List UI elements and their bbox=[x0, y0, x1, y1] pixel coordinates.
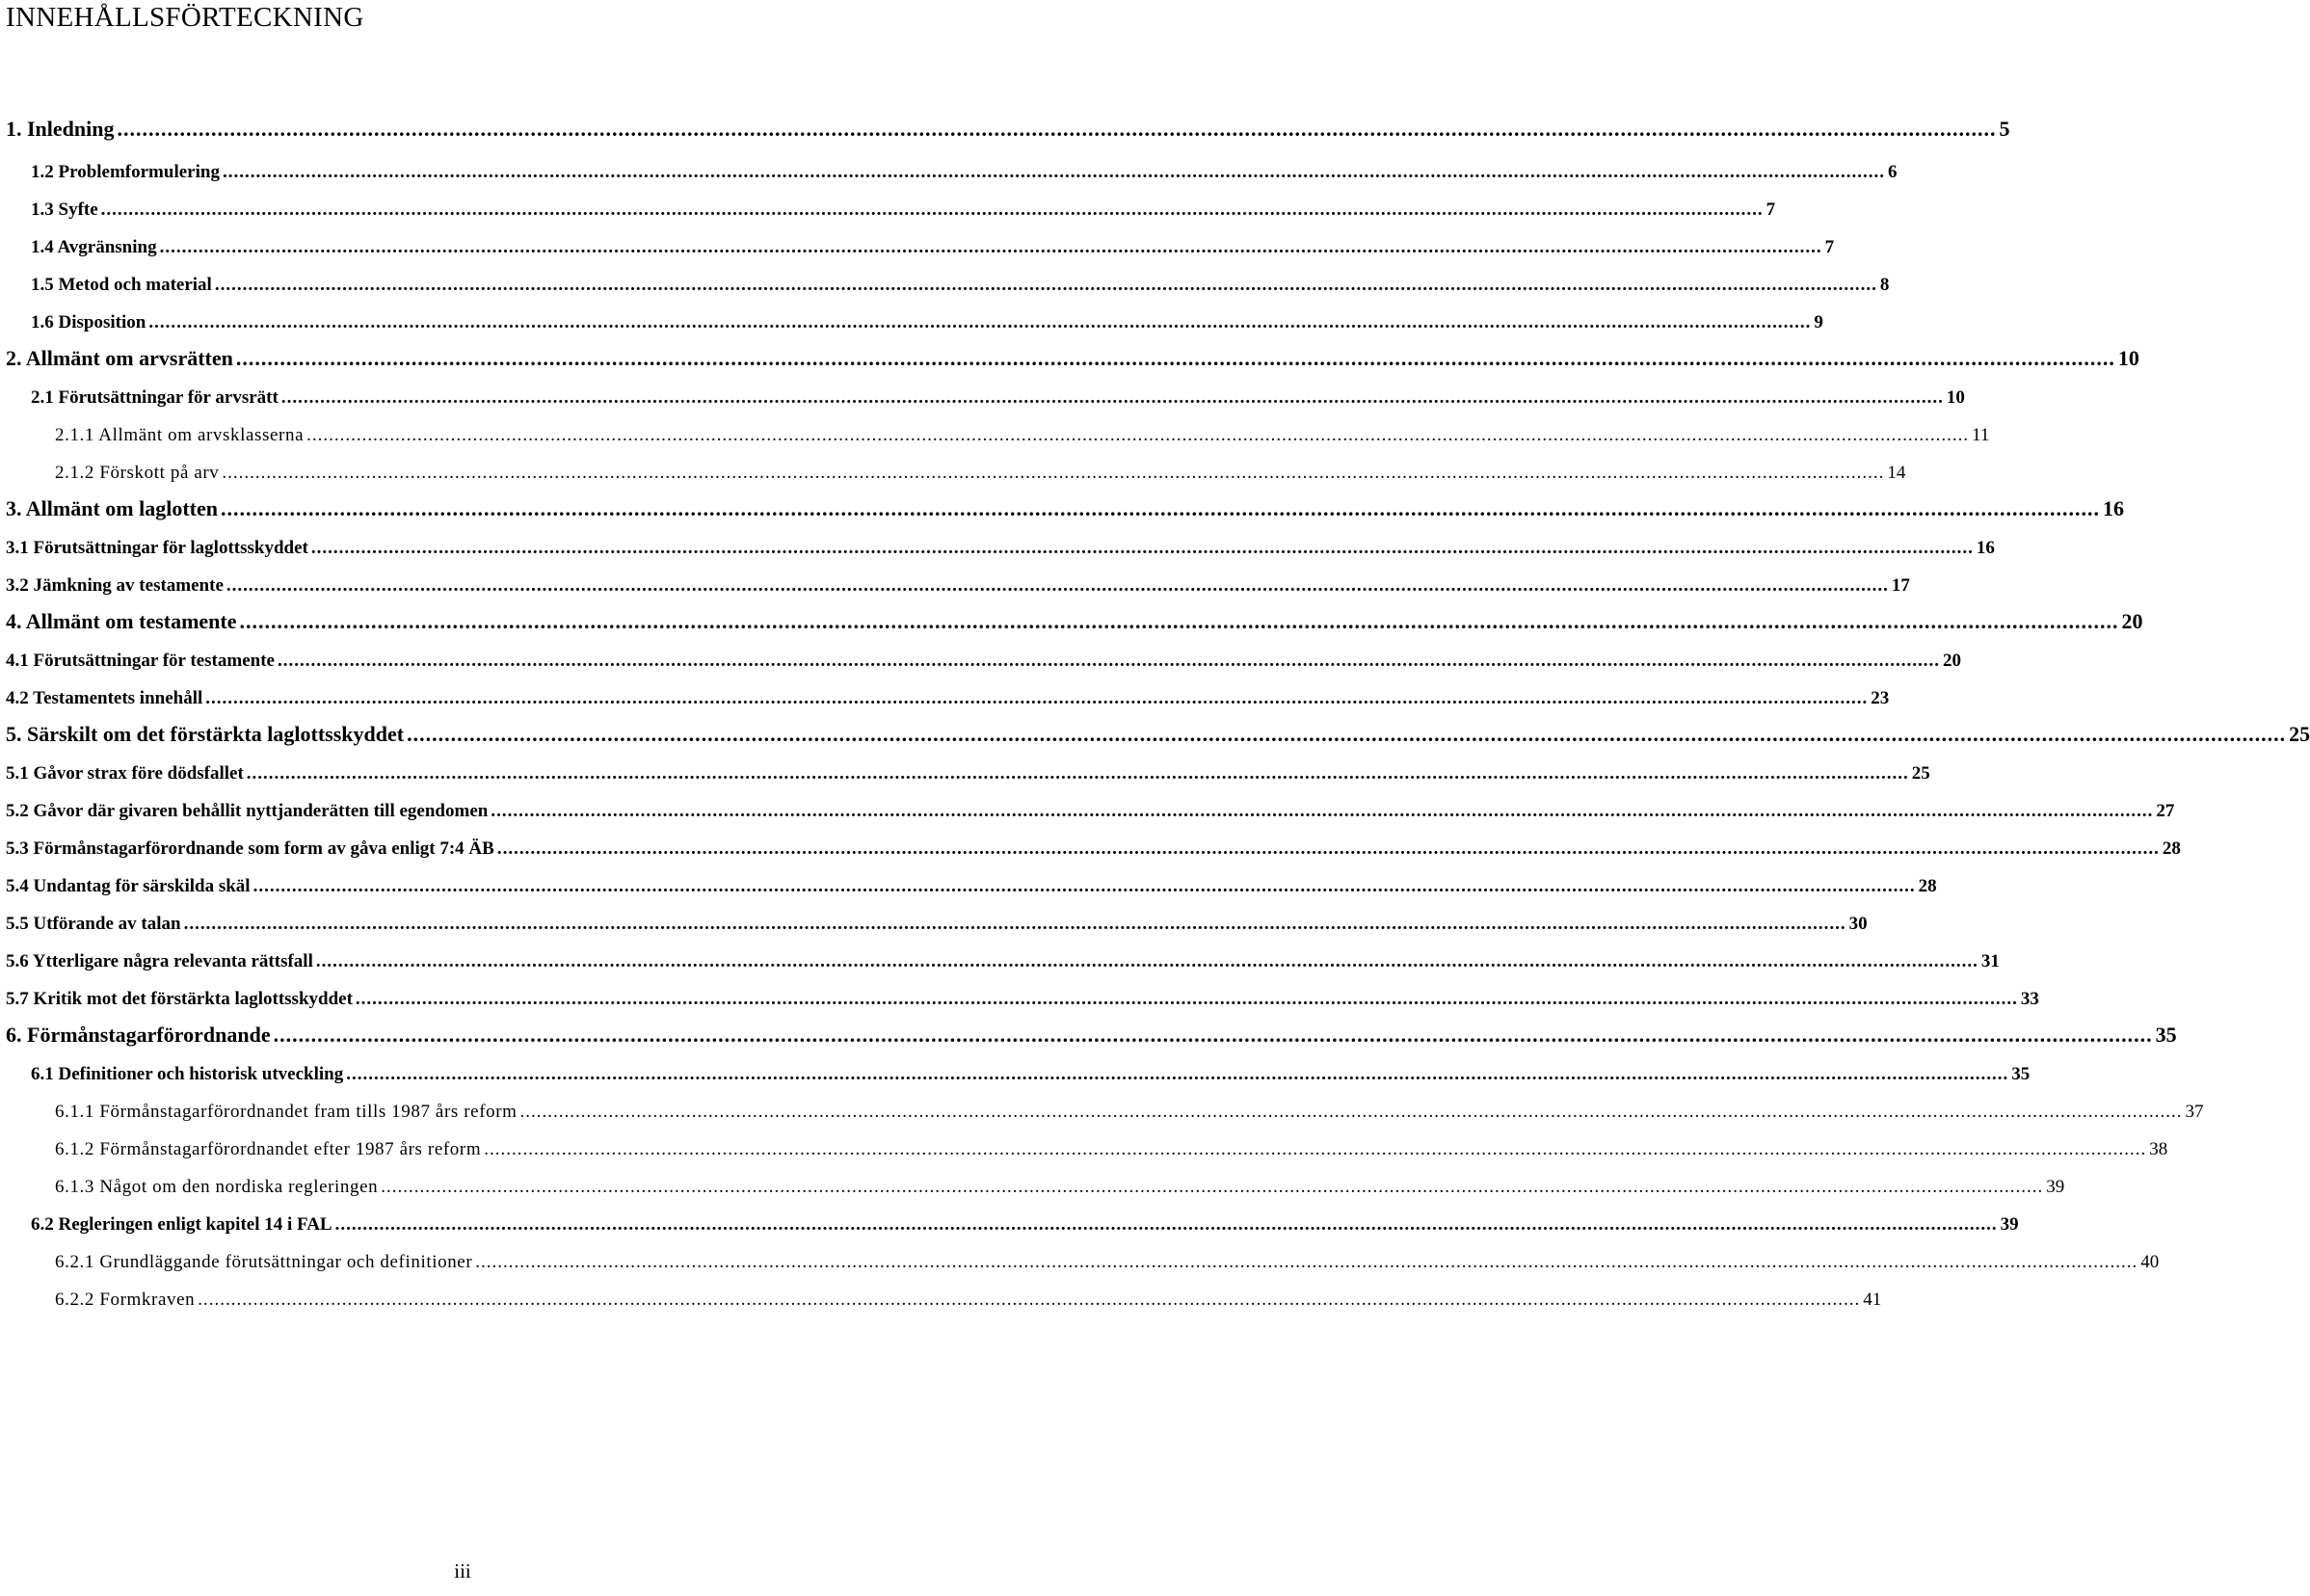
toc-entry-title: 5.1 Gåvor strax före dödsfallet bbox=[6, 763, 244, 784]
dot-leader: ............................................................................................................................................................................................................................................................................................................ bbox=[381, 1177, 2044, 1197]
toc-entry-page: 39 bbox=[2000, 1214, 2019, 1235]
toc-entry-title: 5.3 Förmånstagarförordnande som form av gåva enligt 7:4 ÄB bbox=[6, 838, 494, 859]
toc-entry[interactable] bbox=[6, 568, 1910, 597]
toc-entry-page: 41 bbox=[1863, 1290, 1882, 1310]
toc-entry[interactable] bbox=[55, 1244, 2160, 1273]
dot-leader: ............................................................................................................................................................................................................................................................................................................ bbox=[310, 538, 1974, 558]
dot-leader: ............................................................................................................................................................................................................................................................................................................ bbox=[491, 801, 2154, 821]
toc-entry-page: 33 bbox=[2020, 989, 2039, 1009]
toc-entry[interactable] bbox=[31, 1207, 2019, 1236]
toc-entry-page: 39 bbox=[2046, 1177, 2065, 1197]
dot-leader: ............................................................................................................................................................................................................................................................................................................ bbox=[239, 609, 2119, 633]
toc-entry-title: 2. Allmänt om arvsrätten bbox=[6, 346, 233, 370]
toc-entry-page: 31 bbox=[1980, 951, 2000, 971]
toc-entry-title: 6.2.1 Grundläggande förutsättningar och definitioner bbox=[55, 1252, 473, 1272]
toc-entry-title: 6.1.3 Något om den nordiska regleringen bbox=[55, 1177, 379, 1197]
toc-entry-title: 6.1 Definitioner och historisk utveckling bbox=[31, 1064, 344, 1084]
toc-entry-page: 37 bbox=[2185, 1102, 2204, 1122]
toc-entry-title: 5. Särskilt om det förstärkta laglottsskyddet bbox=[6, 722, 405, 746]
dot-leader: ............................................................................................................................................................................................................................................................................................................ bbox=[346, 1064, 2009, 1084]
toc-entry-page: 23 bbox=[1871, 688, 1890, 708]
toc-entry-title: 1.5 Metod och material bbox=[31, 275, 212, 295]
toc-entry[interactable] bbox=[6, 756, 1930, 785]
toc-entry-page: 16 bbox=[1976, 538, 1995, 558]
dot-leader: ............................................................................................................................................................................................................................................................................................................ bbox=[148, 312, 1812, 332]
dot-leader: ............................................................................................................................................................................................................................................................................................................ bbox=[484, 1139, 2147, 1159]
toc-entry-page: 40 bbox=[2140, 1252, 2160, 1272]
toc-entry-title: 1.6 Disposition bbox=[31, 312, 146, 332]
toc-entry-page: 28 bbox=[1918, 876, 1937, 896]
toc-entry-page: 8 bbox=[1879, 275, 1890, 295]
toc-entry-page: 9 bbox=[1814, 312, 1823, 332]
dot-leader: ............................................................................................................................................................................................................................................................................................................ bbox=[221, 496, 2100, 520]
dot-leader: ............................................................................................................................................................................................................................................................................................................ bbox=[407, 722, 2287, 746]
toc-entry[interactable] bbox=[6, 831, 2181, 860]
dot-leader: ............................................................................................................................................................................................................................................................................................................ bbox=[273, 1023, 2153, 1047]
toc-entry-title: 5.4 Undantag för särskilda skäl bbox=[6, 876, 251, 896]
toc-entry[interactable] bbox=[31, 192, 1776, 221]
toc-entry[interactable] bbox=[6, 793, 2175, 822]
toc-entry[interactable] bbox=[55, 1094, 2204, 1123]
dot-leader: ............................................................................................................................................................................................................................................................................................................ bbox=[355, 989, 2018, 1009]
toc-entry-page: 30 bbox=[1848, 914, 1868, 934]
toc-entry[interactable] bbox=[6, 113, 2010, 142]
toc-entry-title: 5.7 Kritik mot det förstärkta laglottsskyddet bbox=[6, 989, 353, 1009]
toc-entry[interactable] bbox=[55, 455, 1906, 484]
toc-entry-title: 4.2 Testamentets innehåll bbox=[6, 688, 203, 708]
toc-entry-page: 10 bbox=[1946, 387, 1965, 408]
toc-entry-title: 3. Allmänt om laglotten bbox=[6, 496, 218, 520]
toc-entry[interactable] bbox=[6, 944, 2000, 972]
document-title: INNEHÅLLSFÖRTECKNING bbox=[6, 2, 364, 33]
toc-entry[interactable] bbox=[6, 530, 1995, 559]
toc-entry[interactable] bbox=[6, 605, 2143, 634]
dot-leader: ............................................................................................................................................................................................................................................................................................................ bbox=[277, 651, 1940, 671]
toc-entry-page: 5 bbox=[1999, 117, 2010, 141]
dot-leader: ............................................................................................................................................................................................................................................................................................................ bbox=[306, 425, 1970, 445]
toc-entry[interactable] bbox=[6, 342, 2139, 371]
dot-leader: ............................................................................................................................................................................................................................................................................................................ bbox=[183, 914, 1846, 934]
toc-entry[interactable] bbox=[31, 380, 1965, 409]
toc-entry[interactable] bbox=[31, 267, 1890, 296]
page-number: iii bbox=[454, 1559, 471, 1583]
toc-entry-page: 6 bbox=[1887, 162, 1898, 182]
dot-leader: ............................................................................................................................................................................................................................................................................................................ bbox=[519, 1102, 2183, 1122]
toc-entry[interactable] bbox=[31, 229, 1835, 258]
toc-entry-page: 35 bbox=[2011, 1064, 2031, 1084]
toc-entry-title: 5.5 Utförande av talan bbox=[6, 914, 181, 934]
toc-entry-title: 2.1.2 Förskott på arv bbox=[55, 463, 220, 483]
toc-entry-page: 11 bbox=[1972, 425, 1990, 445]
toc-entry-title: 1.2 Problemformulering bbox=[31, 162, 220, 182]
toc-entry-page: 20 bbox=[1942, 651, 1961, 671]
dot-leader: ............................................................................................................................................................................................................................................................................................................ bbox=[252, 876, 1916, 896]
toc-entry[interactable] bbox=[6, 906, 1868, 935]
dot-leader: ............................................................................................................................................................................................................................................................................................................ bbox=[226, 575, 1889, 596]
dot-leader: ............................................................................................................................................................................................................................................................................................................ bbox=[222, 463, 1885, 483]
dot-leader: ............................................................................................................................................................................................................................................................................................................ bbox=[315, 951, 1978, 971]
dot-leader: ............................................................................................................................................................................................................................................................................................................ bbox=[214, 275, 1877, 295]
dot-leader: ............................................................................................................................................................................................................................................................................................................ bbox=[117, 117, 1997, 141]
toc-entry-title: 6.2 Regleringen enligt kapitel 14 i FAL bbox=[31, 1214, 332, 1235]
toc-entry-title: 1.4 Avgränsning bbox=[31, 237, 157, 257]
toc-entry-title: 3.1 Förutsättningar för laglottsskyddet bbox=[6, 538, 308, 558]
toc-entry-title: 5.2 Gåvor där givaren behållit nyttjanderätten till egendomen bbox=[6, 801, 489, 821]
toc-entry[interactable] bbox=[6, 643, 1961, 672]
toc-entry-title: 1. Inledning bbox=[6, 117, 115, 141]
toc-entry-page: 27 bbox=[2156, 801, 2175, 821]
dot-leader: ............................................................................................................................................................................................................................................................................................................ bbox=[246, 763, 1909, 784]
toc-entry-title: 6. Förmånstagarförordnande bbox=[6, 1023, 271, 1047]
toc-entry-title: 6.2.2 Formkraven bbox=[55, 1290, 196, 1310]
toc-entry[interactable] bbox=[31, 305, 1823, 333]
toc-entry[interactable] bbox=[55, 1169, 2065, 1198]
toc-entry-page: 38 bbox=[2149, 1139, 2168, 1159]
toc-entry-page: 10 bbox=[2117, 346, 2139, 370]
toc-entry-page: 7 bbox=[1824, 237, 1835, 257]
toc-entry[interactable] bbox=[55, 1131, 2168, 1160]
toc-entry-page: 20 bbox=[2121, 609, 2143, 633]
dot-leader: ............................................................................................................................................................................................................................................................................................................ bbox=[205, 688, 1869, 708]
toc-entry-title: 3.2 Jämkning av testamente bbox=[6, 575, 224, 596]
toc-entry-page: 25 bbox=[1911, 763, 1930, 784]
dot-leader: ............................................................................................................................................................................................................................................................................................................ bbox=[235, 346, 2115, 370]
toc-entry-title: 6.1.1 Förmånstagarförordnandet fram tills 1987 års reform bbox=[55, 1102, 518, 1122]
toc-entry-title: 4. Allmänt om testamente bbox=[6, 609, 237, 633]
toc-entry[interactable] bbox=[6, 718, 2310, 747]
toc-entry-title: 2.1 Förutsättningar för arvsrätt bbox=[31, 387, 279, 408]
toc-entry-title: 6.1.2 Förmånstagarförordnandet efter 1987 års reform bbox=[55, 1139, 482, 1159]
dot-leader: ............................................................................................................................................................................................................................................................................................................ bbox=[100, 200, 1764, 220]
dot-leader: ............................................................................................................................................................................................................................................................................................................ bbox=[222, 162, 1885, 182]
toc-entry-page: 35 bbox=[2155, 1023, 2177, 1047]
dot-leader: ............................................................................................................................................................................................................................................................................................................ bbox=[198, 1290, 1861, 1310]
dot-leader: ............................................................................................................................................................................................................................................................................................................ bbox=[280, 387, 1944, 408]
toc-entry-page: 16 bbox=[2103, 496, 2124, 520]
toc-entry[interactable] bbox=[55, 1282, 1882, 1311]
toc-entry-page: 17 bbox=[1891, 575, 1910, 596]
toc-entry[interactable] bbox=[6, 981, 2039, 1010]
toc-entry-page: 25 bbox=[2289, 722, 2310, 746]
toc-entry[interactable] bbox=[6, 868, 1937, 897]
toc-entry[interactable] bbox=[31, 154, 1898, 183]
toc-entry-page: 7 bbox=[1766, 200, 1776, 220]
toc-entry[interactable] bbox=[6, 492, 2124, 521]
dot-leader: ............................................................................................................................................................................................................................................................................................................ bbox=[475, 1252, 2138, 1272]
toc-entry[interactable] bbox=[55, 417, 1990, 446]
toc-entry-title: 1.3 Syfte bbox=[31, 200, 98, 220]
toc-entry-title: 2.1.1 Allmänt om arvsklasserna bbox=[55, 425, 305, 445]
dot-leader: ............................................................................................................................................................................................................................................................................................................ bbox=[159, 237, 1822, 257]
toc-entry-title: 4.1 Förutsättningar för testamente bbox=[6, 651, 275, 671]
dot-leader: ............................................................................................................................................................................................................................................................................................................ bbox=[496, 838, 2160, 859]
toc-entry-page: 14 bbox=[1887, 463, 1906, 483]
toc-entry[interactable] bbox=[31, 1056, 2031, 1085]
toc-entry[interactable] bbox=[6, 1019, 2177, 1048]
toc-entry-page: 28 bbox=[2162, 838, 2181, 859]
toc-entry[interactable] bbox=[6, 680, 1890, 709]
dot-leader: ............................................................................................................................................................................................................................................................................................................ bbox=[334, 1214, 1998, 1235]
toc-entry-title: 5.6 Ytterligare några relevanta rättsfall bbox=[6, 951, 313, 971]
